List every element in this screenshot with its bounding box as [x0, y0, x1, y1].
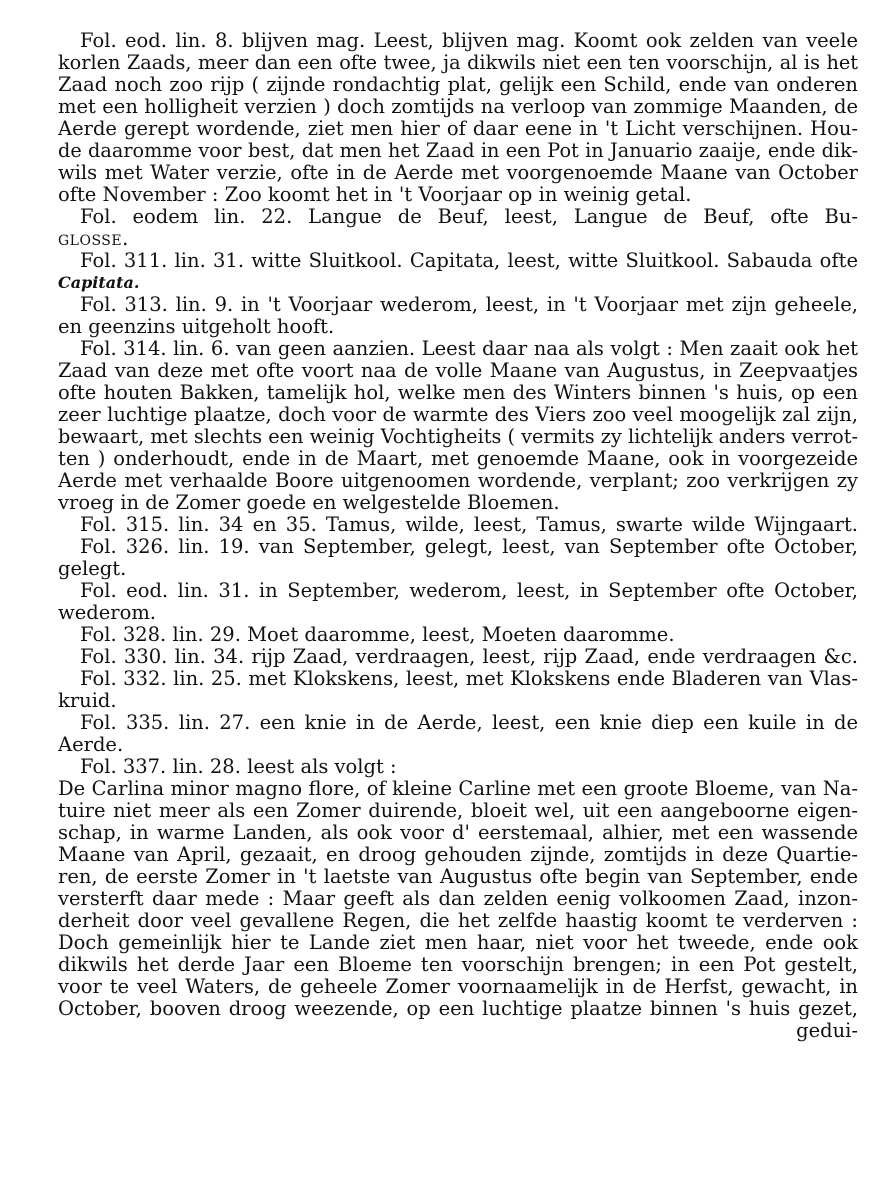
text-line: Fol. 313. lin. 9. in 't Voorjaar wederom, leest, in 't Voorjaar met zijn geheele, [80, 293, 858, 316]
text-line: wederom. [58, 601, 157, 624]
text-line: Aerde. [58, 733, 124, 756]
text-line: Fol. 328. lin. 29. Moet daaromme, leest, Moeten daaromme. [80, 623, 675, 646]
catchword: gedui- [796, 1019, 858, 1042]
text-line: Fol. 335. lin. 27. een knie in de Aerde, leest, een knie diep een kuile in de [80, 711, 858, 734]
text-line: ten ) onderhoudt, ende in de Maart, met genoemde Maane, ook in voorgezeide [58, 447, 858, 470]
text-line: bewaart, met slechts een weinig Vochtigheits ( vermits zy lichtelijk anders verrot- [58, 425, 858, 448]
text-line: gelegt. [58, 557, 127, 580]
text-line: Doch gemeinlijk hier te Lande ziet men haar, niet voor het tweede, ende ook [58, 931, 858, 954]
text-line: Fol. 326. lin. 19. van September, gelegt, leest, van September ofte October, [80, 535, 858, 558]
text-line: Aerde gerept wordende, ziet men hier of daar eene in 't Licht verschijnen. Hou- [58, 117, 858, 140]
text-line: De Carlina minor magno flore, of kleine Carline met een groote Bloeme, van Na- [58, 777, 858, 800]
text-line: Fol. 314. lin. 6. van geen aanzien. Leest daar naa als volgt : Men zaait ook het [80, 337, 858, 360]
text-line: wils met Water verzie, ofte in de Aerde met voorgenoemde Maane van October [58, 161, 858, 184]
text-line: kruid. [58, 689, 117, 712]
text-line: Fol. 315. lin. 34 en 35. Tamus, wilde, leest, Tamus, swarte wilde Wijngaart. [80, 513, 858, 536]
text-line: vroeg in de Zomer goede en welgestelde Bloemen. [58, 491, 560, 514]
text-line: Fol. eodem lin. 22. Langue de Beuf, leest, Langue de Beuf, ofte Bu- [80, 205, 858, 228]
text-line: tuire niet meer als een Zomer duirende, bloeit wel, uit een aangeboorne eigen- [58, 799, 858, 822]
text-line: en geenzins uitgeholt hooft. [58, 315, 335, 338]
text-line: Fol. 330. lin. 34. rijp Zaad, verdraagen, leest, rijp Zaad, ende verdraagen &c. [80, 645, 858, 668]
text-line: Capitata. [58, 273, 140, 292]
text-line: glosse. [58, 227, 129, 250]
text-line: Fol. eod. lin. 8. blijven mag. Leest, blijven mag. Koomt ook zelden van veele [80, 29, 858, 52]
text-line: ofte November : Zoo koomt het in 't Voorjaar op in weinig getal. [58, 183, 692, 206]
text-line: versterft daar mede : Maar geeft als dan zelden eenig volkoomen Zaad, inzon- [58, 887, 858, 910]
text-line: Maane van April, gezaait, en droog gehouden zijnde, zomtijds in deze Quartie- [58, 843, 858, 866]
text-line: zeer luchtige plaatze, doch voor de warmte des Viers zoo veel moogelijk zal zijn, [58, 403, 858, 426]
text-line: October, booven droog weezende, op een luchtige plaatze binnen 's huis gezet, [58, 997, 858, 1020]
text-line: ofte houten Bakken, tamelijk hol, welke men des Winters binnen 's huis, op een [58, 381, 858, 404]
text-line: Aerde met verhaalde Boore uitgenoomen wordende, verplant; zoo verkrijgen zy [58, 469, 858, 492]
text-line: Zaad van deze met ofte voort naa de volle Maane van Augustus, in Zeepvaatjes [58, 359, 858, 382]
text-line: derheit door veel gevallene Regen, die het zelfde haastig koomt te verderven : [58, 909, 858, 932]
text-line: Zaad noch zoo rijp ( zijnde rondachtig plat, gelijk een Schild, ende van onderen [58, 73, 858, 96]
text-line: met een holligheit verzien ) doch zomtijds na verloop van zommige Maanden, de [58, 95, 858, 118]
text-line: de daaromme voor best, dat men het Zaad in een Pot in Januario zaaije, ende dik- [58, 139, 858, 162]
text-line: ren, de eerste Zomer in 't laetste van Augustus ofte begin van September, ende [58, 865, 858, 888]
text-line: korlen Zaads, meer dan een ofte twee, ja dikwils niet een ten voorschijn, al is het [58, 51, 858, 74]
text-line: Fol. 337. lin. 28. leest als volgt : [80, 755, 397, 778]
text-line: Fol. eod. lin. 31. in September, wederom, leest, in September ofte October, [80, 579, 858, 602]
text-line: Fol. 332. lin. 25. met Klokskens, leest, met Klokskens ende Bladeren van Vlas- [80, 667, 858, 690]
text-line: schap, in warme Landen, als ook voor d' eerstemaal, alhier, met een wassende [58, 821, 858, 844]
text-line: dikwils het derde Jaar een Bloeme ten voorschijn brengen; in een Pot gestelt, [58, 953, 858, 976]
errata-text [58, 30, 858, 1042]
text-line: voor te veel Waters, de geheele Zomer voornaamelijk in de Herfst, gewacht, in [58, 975, 858, 998]
text-line: Fol. 311. lin. 31. witte Sluitkool. Capitata, leest, witte Sluitkool. Sabauda ofte [80, 249, 858, 272]
